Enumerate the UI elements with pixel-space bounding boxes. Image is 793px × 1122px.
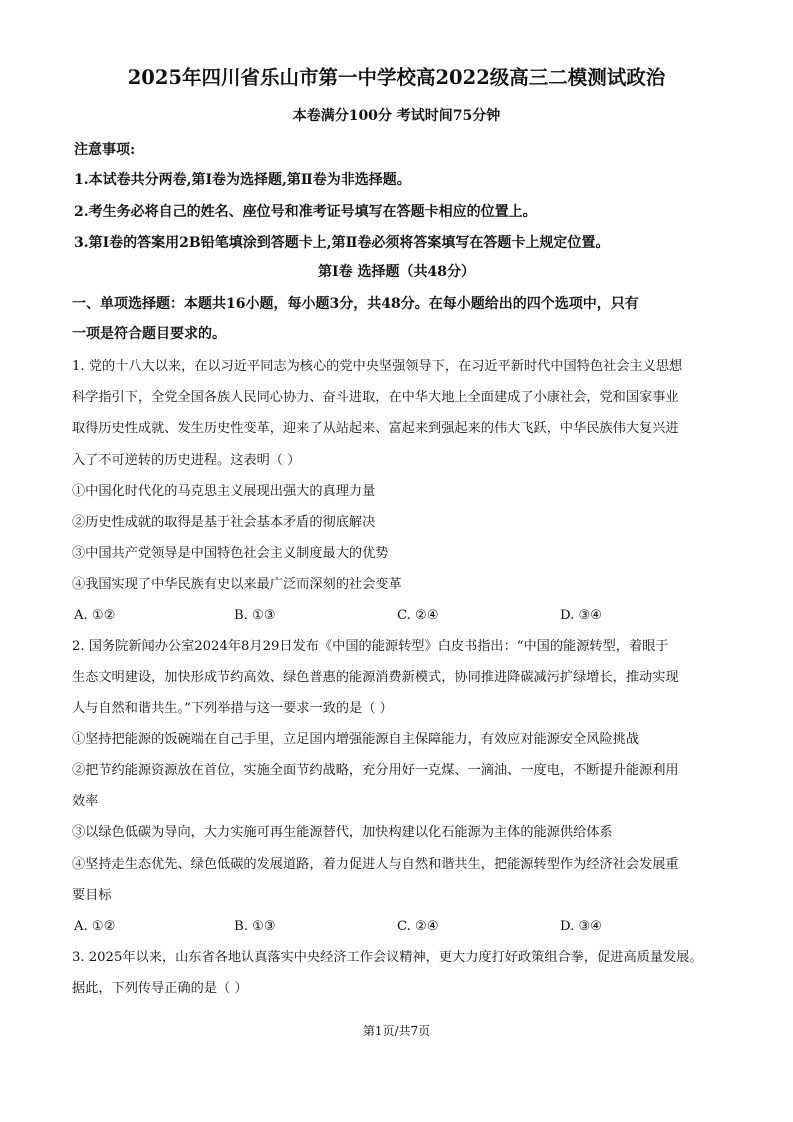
q1-statement: ④我国实现了中华民族有史以来最广泛而深刻的社会变革 — [72, 577, 402, 592]
notice-item: 3.第Ⅰ卷的答案用2B铅笔填涂到答题卡上,第Ⅱ卷必须将答案填写在答题卡上规定位置。 — [74, 235, 610, 251]
notice-item: 1.本试卷共分两卷,第Ⅰ卷为选择题,第Ⅱ卷为非选择题。 — [74, 172, 411, 188]
q1-statement: ③中国共产党领导是中国特色社会主义制度最大的优势 — [72, 546, 389, 561]
page-number: 第1页/共7页 — [362, 1024, 431, 1038]
section-title: 第Ⅰ卷 选择题（共48分） — [318, 264, 475, 280]
exam-subtitle: 本卷满分100分 考试时间75分钟 — [292, 108, 501, 124]
q1-stem-line: 取得历史性成就、发生历史性变革，迎来了从站起来、富起来到强起来的伟大飞跃，中华民族伟大复兴进 — [72, 421, 679, 436]
q1-option-d: D. ③④ — [560, 608, 603, 623]
q3-stem-line: 据此，下列传导正确的是（ ） — [72, 981, 248, 996]
q1-option-c: C. ②④ — [397, 608, 439, 623]
q2-option-b: B. ①③ — [234, 919, 276, 934]
q1-statement: ①中国化时代化的马克思主义展现出强大的真理力量 — [72, 484, 376, 499]
q2-stem-line: 生态文明建设，加快形成节约高效、绿色普惠的能源消费新模式，协同推进降碳减污扩绿增长，推动实现 — [72, 670, 679, 685]
q1-stem-line: 入了不可逆转的历史进程。这表明（ ） — [72, 453, 301, 468]
q1-statement: ②历史性成就的取得是基于社会基本矛盾的彻底解决 — [72, 515, 376, 530]
q2-statement: 效率 — [72, 794, 99, 809]
q3-stem-line: 3. 2025年以来，山东省各地认真落实中央经济工作会议精神，更大力度打好政策组合拳，促进高质量发展。 — [72, 950, 703, 965]
q2-option-d: D. ③④ — [560, 919, 603, 934]
q2-option-c: C. ②④ — [397, 919, 439, 934]
q2-stem-line: 人与自然和谐共生。”下列举措与这一要求一致的是（ ） — [72, 701, 393, 716]
q2-statement: 要目标 — [72, 888, 112, 903]
section-instruction: 一项是符合题目要求的。 — [72, 326, 226, 342]
q1-option-b: B. ①③ — [234, 608, 276, 623]
q2-option-a: A. ①② — [74, 919, 116, 934]
notice-item: 2.考生务必将自己的姓名、座位号和准考证号填写在答题卡相应的位置上。 — [74, 204, 537, 220]
q1-stem-line: 1. 党的十八大以来，在以习近平同志为核心的党中央坚强领导下，在习近平新时代中国特色社会主义思想 — [72, 359, 683, 374]
q1-option-a: A. ①② — [74, 608, 116, 623]
q2-statement: ②把节约能源资源放在首位，实施全面节约战略，充分用好一克煤、一滴油、一度电，不断提升能源利用 — [72, 763, 679, 778]
q1-stem-line: 科学指引下，全党全国各族人民同心协力、奋斗进取，在中华大地上全面建成了小康社会，党和国家事业 — [72, 390, 679, 405]
q2-stem-line: 2. 国务院新闻办公室2024年8月29日发布《中国的能源转型》白皮书指出：“中国的能源转型，着眼于 — [72, 639, 669, 654]
section-instruction: 一、单项选择题：本题共16小题，每小题3分，共48分。在每小题给出的四个选项中，只有 — [72, 296, 639, 312]
q2-statement: ③以绿色低碳为导向，大力实施可再生能源替代，加快构建以化石能源为主体的能源供给体系 — [72, 825, 613, 840]
exam-title: 2025年四川省乐山市第一中学校高2022级高三二模测试政治 — [127, 66, 666, 89]
q2-statement: ①坚持把能源的饭碗端在自己手里，立足国内增强能源自主保障能力，有效应对能源安全风险挑战 — [72, 732, 640, 747]
notice-heading: 注意事项: — [74, 142, 136, 158]
q2-statement: ④坚持走生态优先、绿色低碳的发展道路，着力促进人与自然和谐共生，把能源转型作为经济社会发展重 — [72, 857, 679, 872]
